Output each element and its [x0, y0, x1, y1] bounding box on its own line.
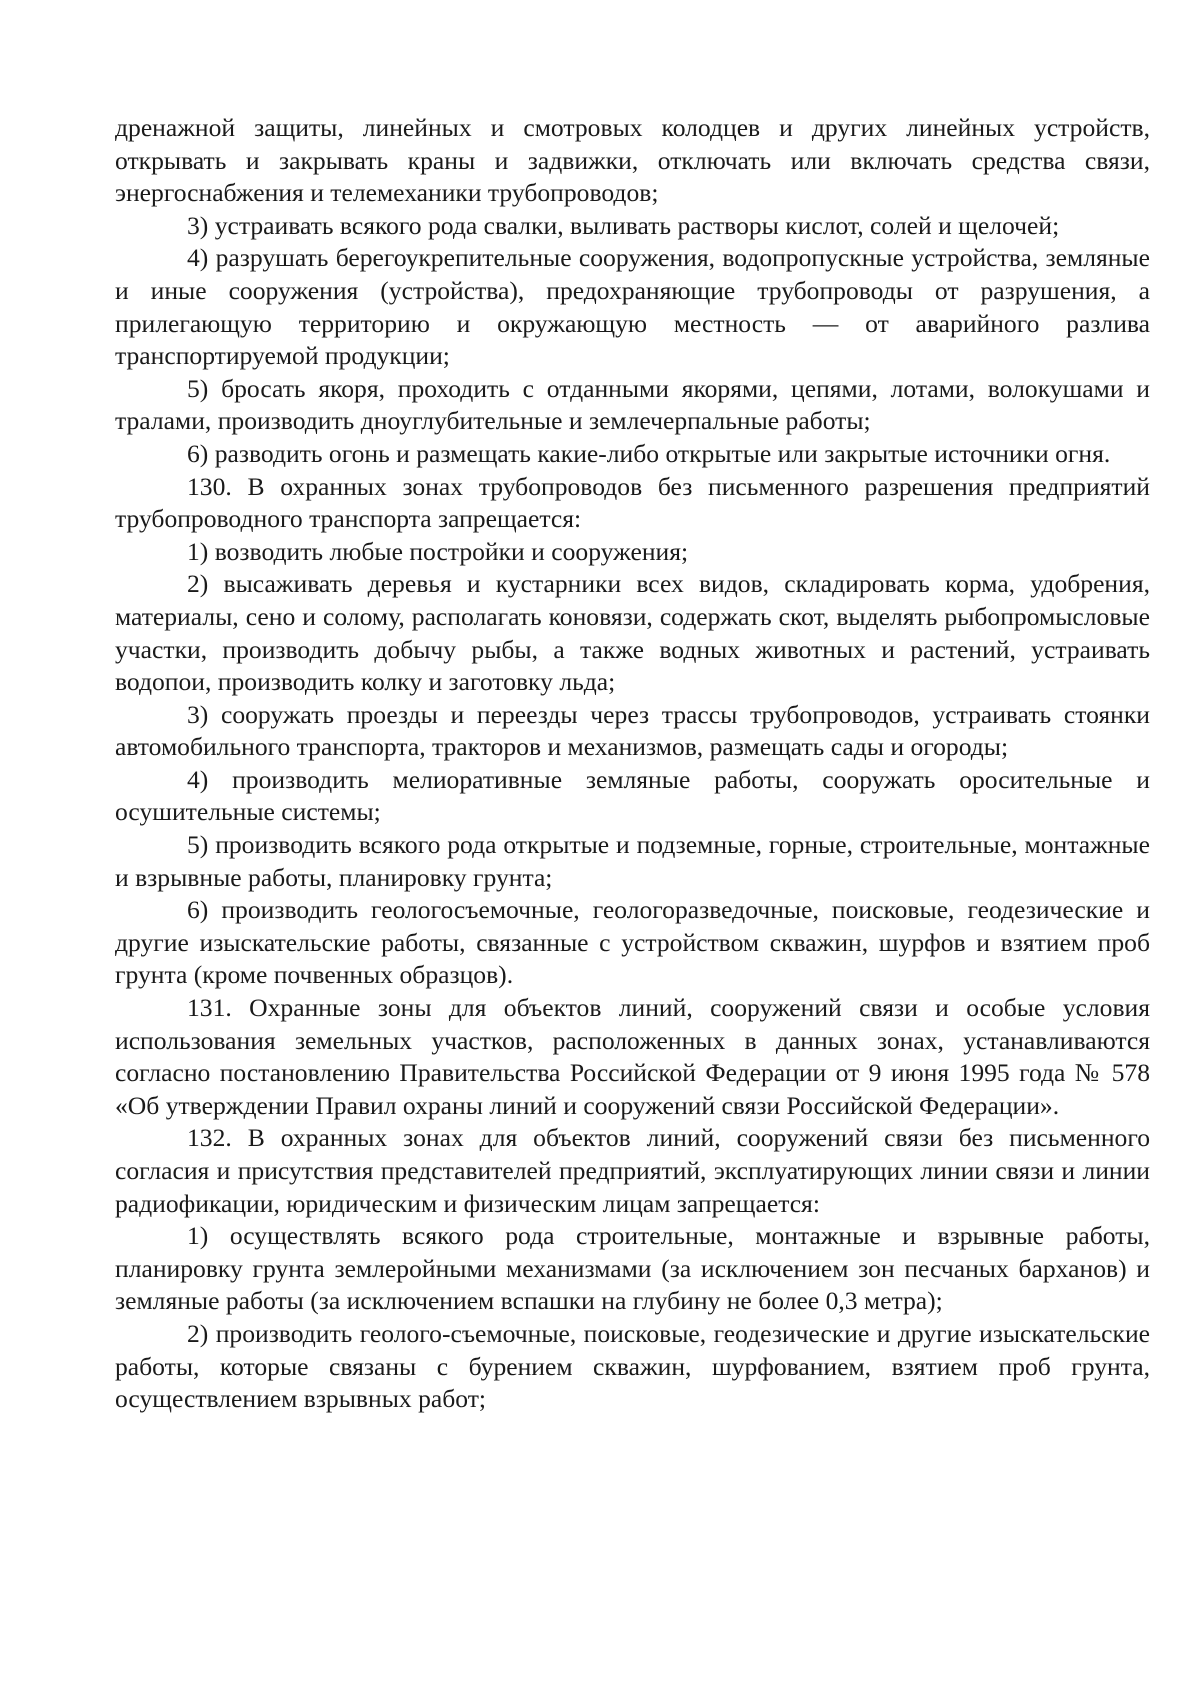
paragraph-item-4-bank-protection: 4) разрушать берегоукрепительные сооружения, водопропускные устройства, земляные и иные сооружения (устройства), предохраняющие трубопроводы от разрушения, а прилегающую территорию и окружающую местность — от аварийного разлива транспортируемой продукции; [115, 243, 1150, 371]
paragraph-130-item-1: 1) возводить любые постройки и сооружения; [187, 536, 689, 566]
paragraph-item-6-fire: 6) разводить огонь и размещать какие-либо открытые или закрытые источники огня. [187, 438, 1111, 468]
paragraph-132-item-2: 2) производить геолого-съемочные, поисковые, геодезические и другие изыскательские работы, которые связаны с бурением скважин, шурфованием, взятием проб грунта, осуществлением взрывных работ; [115, 1318, 1150, 1414]
paragraph-item-5-anchors: 5) бросать якоря, проходить с отданными якорями, цепями, лотами, волокушами и тралами, производить дноуглубительные и землечерпальные работы; [115, 373, 1150, 436]
paragraph-130-item-4: 4) производить мелиоративные земляные работы, сооружать оросительные и осушительные системы; [115, 764, 1150, 827]
paragraph-130-item-3: 3) сооружать проезды и переезды через трассы трубопроводов, устраивать стоянки автомобильного транспорта, тракторов и механизмов, размещать сады и огороды; [115, 699, 1150, 762]
paragraph-clause-132: 132. В охранных зонах для объектов линий, сооружений связи без письменного согласия и присутствия представителей предприятий, эксплуатирующих линии связи и линии радиофикации, юридическим и физическим лицам запрещается: [115, 1123, 1150, 1218]
document-page [115, 112, 1150, 1416]
paragraph-132-item-1: 1) осуществлять всякого рода строительные, монтажные и взрывные работы, планировку грунта землеройными механизмами (за исключением зон песчаных барханов) и земляные работы (за исключением вспашки на глубину не более 0,3 метра); [115, 1221, 1150, 1316]
paragraph-130-item-6: 6) производить геологосъемочные, геологоразведочные, поисковые, геодезические и другие изыскательские работы, связанные с устройством скважин, шурфов и взятием проб грунта (кроме почвенных образцов). [115, 895, 1150, 990]
paragraph-130-item-5: 5) производить всякого рода открытые и подземные, горные, строительные, монтажные и взрывные работы, планировку грунта; [115, 830, 1150, 892]
paragraph-drainage-continuation: дренажной защиты, линейных и смотровых колодцев и других линейных устройств, открывать и закрывать краны и задвижки, отключать или включать средства связи, энергоснабжения и телемеханики трубопроводов; [115, 113, 1150, 208]
paragraph-clause-130: 130. В охранных зонах трубопроводов без письменного разрешения предприятий трубопроводного транспорта запрещается: [115, 471, 1150, 534]
paragraph-item-3-dumps: 3) устраивать всякого рода свалки, выливать растворы кислот, солей и щелочей; [187, 210, 1060, 240]
paragraph-130-item-2: 2) высаживать деревья и кустарники всех видов, складировать корма, удобрения, материалы, сено и солому, располагать коновязи, содержать скот, выделять рыбопромысловые участки, производить добычу рыбы, а также водных животных и растений, устраивать водопои, производить колку и заготовку льда; [115, 569, 1150, 697]
paragraph-clause-131: 131. Охранные зоны для объектов линий, сооружений связи и особые условия использования земельных участков, расположенных в данных зонах, устанавливаются согласно постановлению Правительства Российской Федерации от 9 июня 1995 года № 578 «Об утверждении Правил охраны линий и сооружений связи Российской Федерации». [115, 993, 1150, 1120]
